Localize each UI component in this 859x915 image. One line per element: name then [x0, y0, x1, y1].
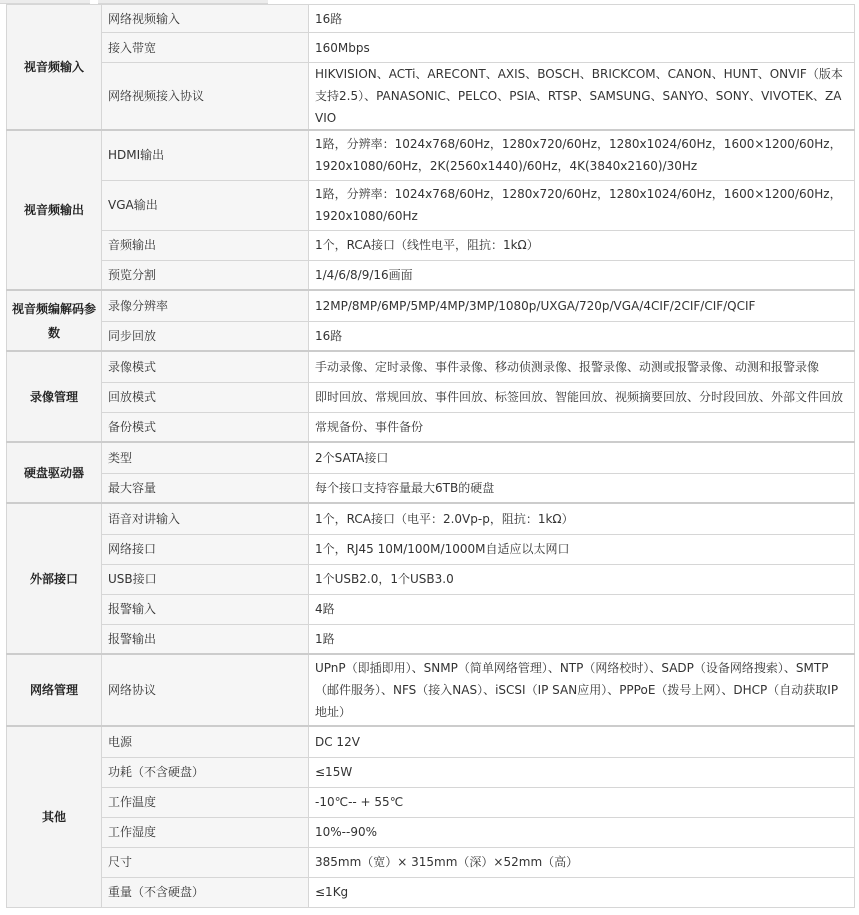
spec-row	[7, 564, 855, 594]
spec-row	[7, 877, 855, 907]
category-cell: 网络管理	[7, 654, 102, 726]
spec-row	[7, 63, 855, 131]
spec-value-cell: HIKVISION、ACTi、ARECONT、AXIS、BOSCH、BRICKCOM、CANON、HUNT、ONVIF（版本支持2.5）、PANASONIC、PELCO、PSIA、RTSP、SAMSUNG、SANYO、SONY、VIVOTEK、ZAVIO	[309, 63, 855, 131]
spec-row	[7, 412, 855, 442]
spec-label-cell: USB接口	[102, 564, 309, 594]
spec-value-cell: 1个USB2.0，1个USB3.0	[309, 564, 855, 594]
spec-row	[7, 351, 855, 382]
spec-row	[7, 33, 855, 63]
spec-row	[7, 787, 855, 817]
category-cell: 其他	[7, 726, 102, 907]
category-cell: 录像管理	[7, 351, 102, 442]
spec-value-cell: 2个SATA接口	[309, 442, 855, 473]
spec-value-cell: 1个，RCA接口（电平：2.0Vp-p，阻抗：1kΩ）	[309, 503, 855, 534]
spec-value-cell: 16路	[309, 321, 855, 351]
spec-label-cell: 报警输出	[102, 624, 309, 654]
spec-row	[7, 290, 855, 321]
spec-row	[7, 503, 855, 534]
spec-label-cell: 语音对讲输入	[102, 503, 309, 534]
spec-value-cell: 每个接口支持容量最大6TB的硬盘	[309, 473, 855, 503]
spec-row	[7, 534, 855, 564]
spec-value-cell: 1路	[309, 624, 855, 654]
spec-row	[7, 442, 855, 473]
category-cell: 硬盘驱动器	[7, 442, 102, 503]
spec-row	[7, 594, 855, 624]
spec-value-cell: 1个，RJ45 10M/100M/1000M自适应以太网口	[309, 534, 855, 564]
spec-label-cell: 同步回放	[102, 321, 309, 351]
category-cell: 视音频输出	[7, 130, 102, 290]
spec-label-cell: 电源	[102, 726, 309, 757]
spec-label-cell: 音频输出	[102, 230, 309, 260]
category-cell: 外部接口	[7, 503, 102, 654]
spec-label-cell: 报警输入	[102, 594, 309, 624]
spec-row	[7, 321, 855, 351]
spec-row	[7, 5, 855, 33]
spec-label-cell: 接入带宽	[102, 33, 309, 63]
spec-row	[7, 260, 855, 290]
spec-row	[7, 757, 855, 787]
spec-value-cell: 16路	[309, 5, 855, 33]
spec-value-cell: ≤15W	[309, 757, 855, 787]
spec-value-cell: 12MP/8MP/6MP/5MP/4MP/3MP/1080p/UXGA/720p/VGA/4CIF/2CIF/CIF/QCIF	[309, 290, 855, 321]
spec-value-cell: UPnP（即插即用）、SNMP（简单网络管理）、NTP（网络校时）、SADP（设备网络搜索）、SMTP（邮件服务）、NFS（接入NAS）、iSCSI（IP SAN应用）、PPPoE（拨号上网）、DHCP（自动获取IP地址）	[309, 654, 855, 726]
spec-value-cell: 手动录像、定时录像、事件录像、移动侦测录像、报警录像、动测或报警录像、动测和报警录像	[309, 351, 855, 382]
spec-row	[7, 847, 855, 877]
spec-value-cell: 385mm（宽）× 315mm（深）×52mm（高）	[309, 847, 855, 877]
category-cell: 视音频编解码参数	[7, 290, 102, 351]
spec-row	[7, 473, 855, 503]
spec-row	[7, 624, 855, 654]
spec-value-cell: ≤1Kg	[309, 877, 855, 907]
spec-value-cell: 160Mbps	[309, 33, 855, 63]
spec-row	[7, 726, 855, 757]
spec-row	[7, 230, 855, 260]
spec-label-cell: 网络视频输入	[102, 5, 309, 33]
spec-row	[7, 382, 855, 412]
spec-value-cell: 1路，分辨率：1024x768/60Hz，1280x720/60Hz，1280x1024/60Hz，1600×1200/60Hz，1920x1080/60Hz，2K(2560x1440)/60Hz，4K(3840x2160)/30Hz	[309, 130, 855, 180]
spec-value-cell: 4路	[309, 594, 855, 624]
spec-row	[7, 654, 855, 726]
spec-value-cell: -10℃-- + 55℃	[309, 787, 855, 817]
spec-label-cell: 录像模式	[102, 351, 309, 382]
spec-value-cell: 即时回放、常规回放、事件回放、标签回放、智能回放、视频摘要回放、分时段回放、外部文件回放	[309, 382, 855, 412]
category-cell: 视音频输入	[7, 5, 102, 131]
spec-label-cell: 工作温度	[102, 787, 309, 817]
spec-value-cell: 1路，分辨率：1024x768/60Hz，1280x720/60Hz，1280x1024/60Hz，1600×1200/60Hz，1920x1080/60Hz	[309, 180, 855, 230]
spec-label-cell: 尺寸	[102, 847, 309, 877]
spec-label-cell: 网络接口	[102, 534, 309, 564]
spec-value-cell: 常规备份、事件备份	[309, 412, 855, 442]
spec-table-body	[7, 5, 855, 908]
spec-label-cell: 功耗（不含硬盘）	[102, 757, 309, 787]
spec-label-cell: 网络视频接入协议	[102, 63, 309, 131]
spec-label-cell: 类型	[102, 442, 309, 473]
spec-value-cell: DC 12V	[309, 726, 855, 757]
spec-table	[6, 4, 855, 908]
spec-row	[7, 180, 855, 230]
spec-value-cell: 1个，RCA接口（线性电平，阻抗：1kΩ）	[309, 230, 855, 260]
spec-label-cell: 网络协议	[102, 654, 309, 726]
spec-value-cell: 1/4/6/8/9/16画面	[309, 260, 855, 290]
spec-label-cell: 预览分割	[102, 260, 309, 290]
spec-label-cell: 最大容量	[102, 473, 309, 503]
spec-label-cell: 重量（不含硬盘）	[102, 877, 309, 907]
spec-label-cell: HDMI输出	[102, 130, 309, 180]
spec-row	[7, 130, 855, 180]
spec-label-cell: 回放模式	[102, 382, 309, 412]
spec-label-cell: 工作湿度	[102, 817, 309, 847]
spec-value-cell: 10%--90%	[309, 817, 855, 847]
spec-row	[7, 817, 855, 847]
spec-label-cell: VGA输出	[102, 180, 309, 230]
spec-label-cell: 备份模式	[102, 412, 309, 442]
spec-label-cell: 录像分辨率	[102, 290, 309, 321]
